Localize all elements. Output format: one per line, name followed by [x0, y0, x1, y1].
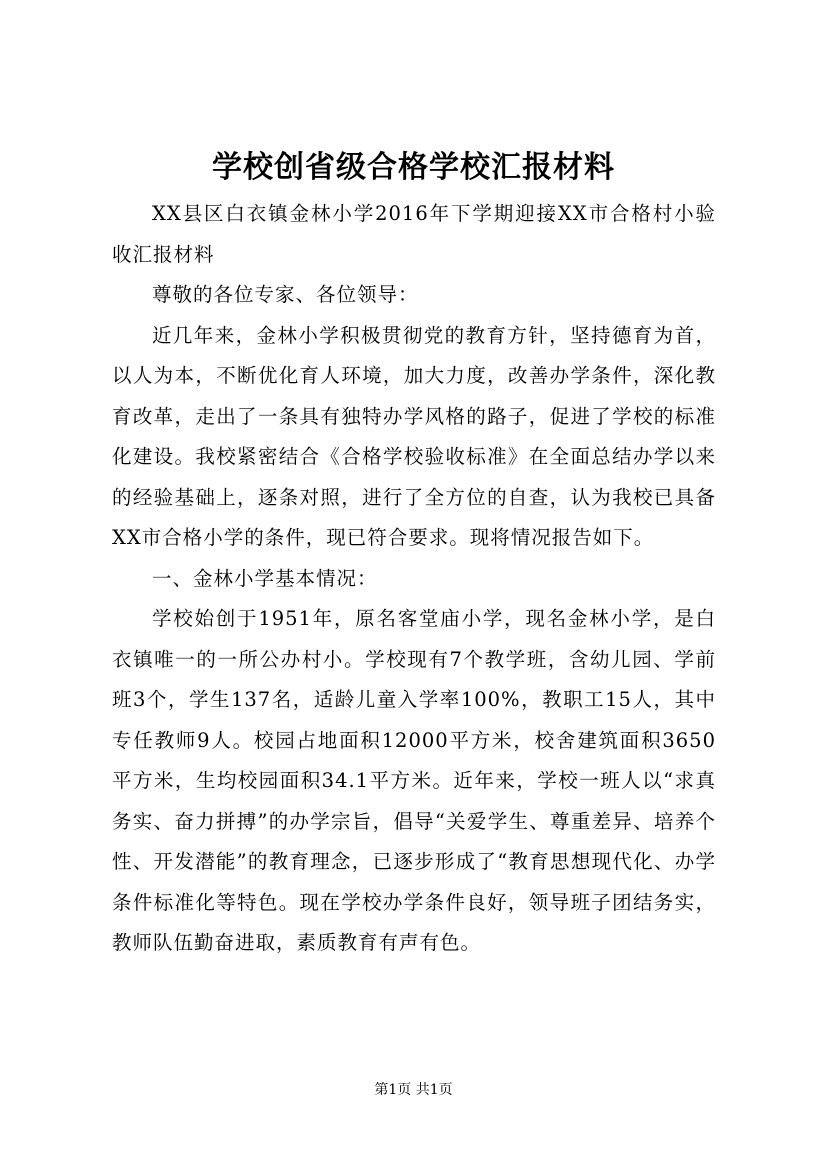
page-footer: 第1页 共1页: [374, 1082, 453, 1098]
section-heading: 一、金林小学基本情况：: [152, 566, 378, 590]
document-body: [112, 194, 716, 964]
document-title: 学校创省级合格学校汇报材料: [212, 150, 615, 185]
school-overview-paragraph: 学校始创于1951年，原名客堂庙小学，现名金林小学，是白衣镇唯一的一所公办村小。学校现有7个教学班，含幼儿园、学前班3个，学生137名，适龄儿童入学率100%，教职工15人，其中专任教师9人。校园占地面积12000平方米，校舍建筑面积3650平方米，生均校园面积34.1平方米。近年来，学校一班人以“求真务实、奋力拼搏”的办学宗旨，倡导“关爱学生、尊重差异、培养个性、开发潜能”的教育理念，已逐步形成了“教育思想现代化、办学条件标准化等特色。现在学校办学条件良好，领导班子团结务实，教师队伍勤奋进取，素质教育有声有色。: [112, 607, 716, 954]
document-subtitle-paragraph: XX县区白衣镇金林小学2016年下学期迎接XX市合格村小验收汇报材料: [112, 202, 716, 266]
introduction-paragraph: 近几年来，金林小学积极贯彻党的教育方针，坚持德育为首，以人为本，不断优化育人环境，加大力度，改善办学条件，深化教育改革，走出了一条具有独特办学风格的路子，促进了学校的标准化建设。我校紧密结合《合格学校验收标准》在全面总结办学以来的经验基础上，逐条对照，进行了全方位的自查，认为我校已具备XX市合格小学的条件，现已符合要求。现将情况报告如下。: [112, 323, 716, 549]
salutation-paragraph: 尊敬的各位专家、各位领导：: [152, 283, 419, 306]
